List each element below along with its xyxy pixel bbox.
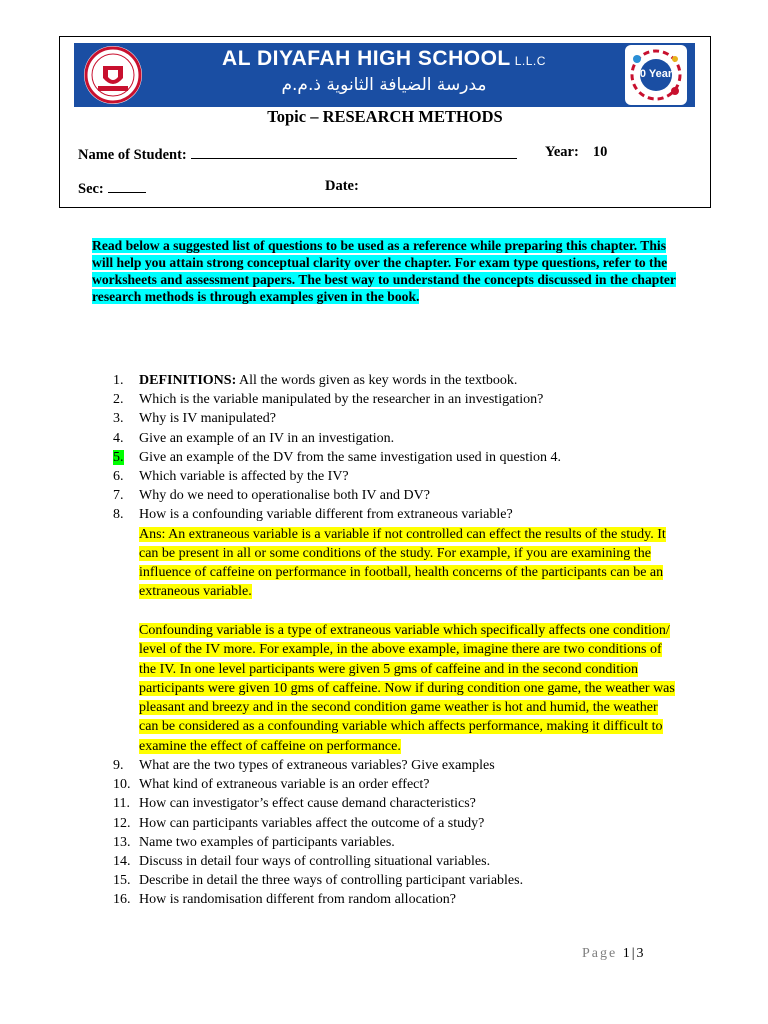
list-item: 9. What are the two types of extraneous variables? Give examples: [113, 758, 495, 774]
school-banner: [74, 43, 695, 107]
answer-block: [0, 525, 768, 757]
list-item: 16. How is randomisation different from random allocation?: [113, 892, 456, 908]
q5-number-highlight: 5.: [113, 449, 124, 465]
list-item: 8. How is a confounding variable different from extraneous variable?: [113, 507, 513, 523]
list-item: 2. Which is the variable manipulated by the researcher in an investigation?: [113, 392, 544, 408]
name-label: Name of Student:: [78, 147, 187, 163]
question-list: [0, 371, 768, 910]
list-item: 12. How can participants variables affect the outcome of a study?: [113, 815, 485, 831]
answer-paragraph-1: Ans: An extraneous variable is a variable if not controlled can effect the results of the study. It can be present in all or some conditions of the study. For example, if you are examining the influence of caffeine on performance in football, health concerns of the participants can be an extraneous variable.: [139, 526, 666, 600]
sec-blank-line: [108, 178, 146, 193]
intro-text: Read below a suggested list of questions to be used as a reference while preparing this chapter. This will help you attain strong conceptual clarity over the chapter. For exam type questions, refer to the worksheets and assessment papers. The best way to understand the concepts discussed in the chapter research methods is through examples given in the book.: [92, 238, 676, 304]
year-label: Year:: [545, 144, 579, 160]
list-item: 13. Name two examples of participants variables.: [113, 834, 395, 850]
page-separator: |: [631, 946, 635, 961]
page-word: Page: [582, 946, 618, 961]
answer-paragraph-2: Confounding variable is a type of extraneous variable which specifically affects one condition/ level of the IV more. For example, in the above example, imagine there are two conditions of the IV. In one level participants were given 5 gms of caffeine and in the second condition participants were given 10 gms of caffeine. Now if during condition one game, the weather was pleasant and breezy and in the second condition game weather is hot and humid, the weather can be considered as a confounding variable which affects performance, making it difficult to examine the effect of caffeine on performance.: [139, 622, 675, 754]
name-blank-line: [191, 144, 517, 159]
svg-text:40 Years: 40 Years: [633, 68, 679, 80]
page-number: 1: [622, 946, 630, 961]
school-name: AL DIYAFAH HIGH SCHOOL L.L.C: [222, 47, 546, 70]
page-footer: [582, 946, 644, 962]
year-value: 10: [592, 144, 608, 160]
header-box: [59, 36, 711, 208]
list-item: 10. What kind of extraneous variable is an order effect?: [113, 777, 430, 793]
list-item: 4. Give an example of an IV in an investigation.: [113, 430, 395, 446]
list-item: 14. Discuss in detail four ways of controlling situational variables.: [113, 854, 491, 869]
school-name-arabic: مدرسة الضيافة الثانوية ذ.م.م: [281, 75, 487, 95]
student-name-field: [78, 144, 517, 164]
list-item: 1. DEFINITIONS: All the words given as key words in the textbook.: [113, 373, 518, 388]
anniversary-logo-icon: [625, 45, 687, 105]
list-item: 11. How can investigator’s effect cause demand characteristics?: [113, 796, 476, 812]
year-field: [545, 144, 607, 161]
list-item: 3. Why is IV manipulated?: [113, 411, 276, 427]
date-label: Date:: [325, 178, 359, 194]
page-title: Topic – RESEARCH METHODS: [267, 107, 503, 126]
list-item: 7. Why do we need to operationalise both IV and DV?: [113, 488, 430, 504]
list-item-highlighted: 5. Give an example of the DV from the same investigation used in question 4.: [113, 449, 561, 465]
school-crest-icon: [84, 46, 142, 104]
sec-label: Sec:: [78, 181, 104, 197]
section-field: [78, 178, 146, 198]
list-item: 15. Describe in detail the three ways of controlling participant variables.: [113, 873, 524, 889]
page-total: 3: [636, 946, 644, 961]
intro-paragraph: [92, 237, 682, 305]
list-item: 6. Which variable is affected by the IV?: [113, 468, 349, 484]
date-field: [325, 178, 359, 195]
